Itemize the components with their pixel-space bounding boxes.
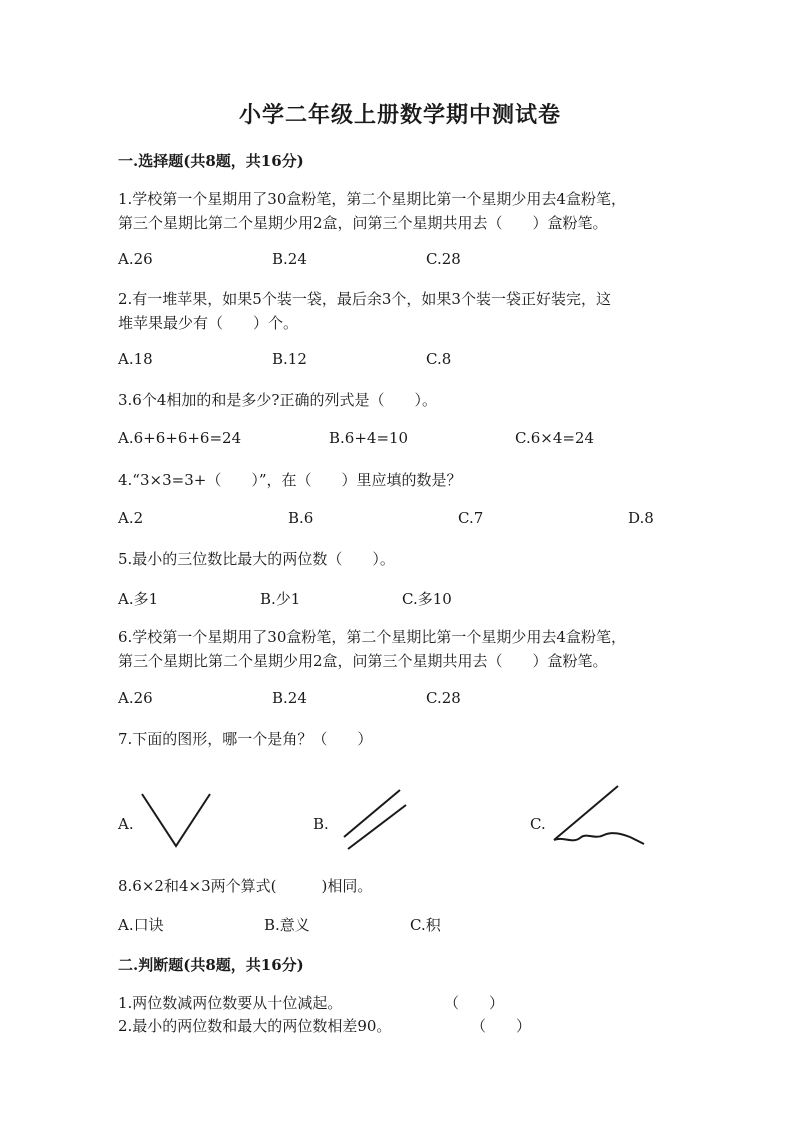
section-heading-choice: 一.选择题(共8题，共16分) [118,152,304,170]
question-8-line-1: 8.6×2和4×3两个算式( )相同。 [118,877,373,895]
figure-c-straight-line [554,786,618,840]
question-2-line-1: 2.有一堆苹果，如果5个装一袋，最后余3个，如果3个装一袋正好装完，这 [118,290,611,308]
question-8-option-c: C.积 [410,916,441,934]
angle-figure-a-lines [142,794,210,846]
judge-1-answer-paren: （ ） [444,994,505,1012]
question-6-option-b: B.24 [272,689,307,707]
question-6-option-c: C.28 [426,689,461,707]
judge-2-answer-paren: （ ） [471,1017,532,1035]
question-7-option-c: C. [530,815,546,833]
question-8-option-a: A.口诀 [118,916,164,934]
question-4-option-b: B.6 [288,509,314,527]
question-5-line-1: 5.最小的三位数比最大的两位数（ ）。 [118,550,395,568]
judge-1-text: 1.两位数减两位数要从十位减起。 [118,994,343,1012]
question-1-option-b: B.24 [272,250,307,268]
question-5-option-c: C.多10 [402,590,452,608]
two-lines-figure-b [340,785,410,855]
question-3-line-1: 3.6个4相加的和是多少?正确的列式是（ ）。 [118,391,437,409]
question-5-option-b: B.少1 [260,590,301,608]
question-7-line-1: 7.下面的图形，哪一个是角？（ ） [118,730,373,748]
question-3-option-b: B.6+4=10 [329,429,409,447]
question-7-option-a: A. [118,815,134,833]
question-3-option-a: A.6+6+6+6=24 [118,429,242,447]
question-6-line-1: 6.学校第一个星期用了30盒粉笔，第二个星期比第一个星期少用去4盒粉笔， [118,628,626,646]
figure-c-wavy-line [554,833,644,844]
question-1-option-c: C.28 [426,250,461,268]
question-6-option-a: A.26 [118,689,153,707]
question-1-option-a: A.26 [118,250,153,268]
question-4-option-d: D.8 [628,509,654,527]
angle-figure-a [138,790,218,852]
question-2-option-c: C.8 [426,350,452,368]
question-2-line-2: 堆苹果最少有（ ）个。 [118,314,299,332]
curved-figure-c [550,782,650,852]
question-4-option-c: C.7 [458,509,484,527]
question-3-option-c: C.6×4=24 [515,429,595,447]
question-2-option-b: B.12 [272,350,307,368]
question-5-option-a: A.多1 [118,590,159,608]
question-4-option-a: A.2 [118,509,144,527]
page-title: 小学二年级上册数学期中测试卷 [238,102,561,128]
question-6-line-2: 第三个星期比第二个星期少用2盒，问第三个星期共用去（ ）盒粉笔。 [118,652,608,670]
question-8-option-b: B.意义 [264,916,310,934]
question-7-option-b: B. [313,815,329,833]
question-4-line-1: 4.“3×3=3+（ ）”，在（ ）里应填的数是？ [118,471,462,489]
question-1-line-2: 第三个星期比第二个星期少用2盒，问第三个星期共用去（ ）盒粉笔。 [118,214,608,232]
question-2-option-a: A.18 [118,350,153,368]
judge-2-text: 2.最小的两位数和最大的两位数相差90。 [118,1017,392,1035]
question-1-line-1: 1.学校第一个星期用了30盒粉笔，第二个星期比第一个星期少用去4盒粉笔， [118,190,626,208]
section-heading-judge: 二.判断题(共8题，共16分) [118,956,304,974]
